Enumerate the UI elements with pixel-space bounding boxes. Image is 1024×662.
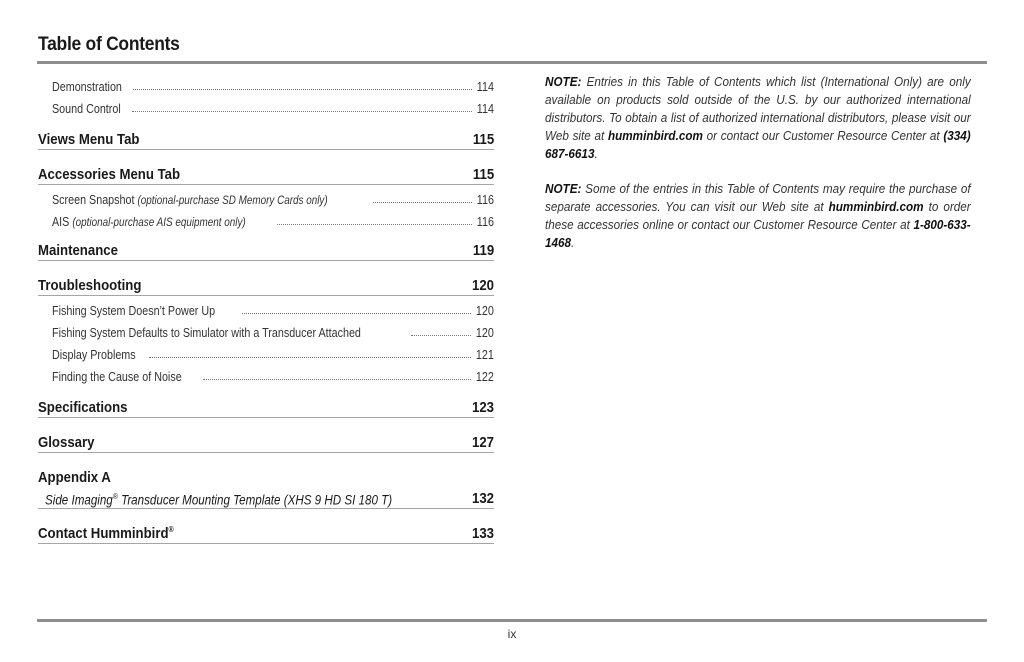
dot-leader — [242, 312, 471, 314]
dot-leader — [149, 356, 471, 358]
toc-section-specifications[interactable] — [38, 394, 494, 418]
toc-entry-noise[interactable] — [38, 362, 494, 384]
registered-mark: ® — [112, 491, 118, 501]
website-link[interactable]: humminbird.com — [828, 199, 924, 214]
toc-section-page: 120 — [471, 277, 494, 294]
toc-entry-demonstration[interactable] — [38, 72, 494, 94]
dot-leader — [277, 223, 472, 225]
toc-entry-label: Display Problems — [52, 348, 136, 362]
toc-entry-fishing-system-simulator[interactable] — [38, 318, 494, 340]
note-text: . — [594, 146, 598, 161]
registered-mark: ® — [168, 525, 174, 534]
toc-section-page: 115 — [472, 131, 494, 148]
dot-leader — [411, 334, 471, 336]
note-international — [545, 73, 971, 163]
toc-entry-label: AIS — [52, 215, 70, 229]
toc-section-troubleshooting[interactable] — [38, 272, 494, 296]
toc-section-maintenance[interactable] — [38, 237, 494, 261]
toc-entry-label: Fishing System Doesn’t Power Up — [52, 304, 216, 318]
note-text: or contact our Customer Resource Center at — [702, 128, 944, 143]
toc-entry-fishing-system-power[interactable] — [38, 296, 494, 318]
toc-entry-page: 114 — [476, 80, 494, 94]
toc-section-label: Glossary — [38, 434, 95, 451]
toc-entry-page: 116 — [476, 215, 494, 229]
toc-section-page: 119 — [472, 242, 494, 259]
toc-section-label: Troubleshooting — [38, 277, 142, 294]
phone-number: 1-800-633-1468 — [545, 217, 971, 250]
toc-entry-page: 116 — [476, 193, 494, 207]
phone-number: (334) 687-6613 — [545, 128, 971, 161]
toc-entry-label: Screen Snapshot — [52, 193, 135, 207]
toc-entry-note: (optional-purchase SD Memory Cards only) — [137, 195, 328, 207]
page-title: Table of Contents — [38, 34, 180, 55]
toc-section-contact-humminbird[interactable] — [38, 520, 494, 544]
note-text: Some of the entries in this Table of Contents may require the purchase of separate accessories. You can visit our Web site at — [545, 181, 971, 214]
toc-section-page: 127 — [471, 434, 494, 451]
note-text: to order these accessories online or contact our Customer Resource Center at — [545, 199, 971, 232]
toc-entry-sound-control[interactable] — [38, 94, 494, 116]
toc-section-label: Appendix A — [38, 469, 111, 486]
toc-entry-label: Fishing System Defaults to Simulator with a Transducer Attached — [52, 326, 361, 340]
dot-leader — [132, 110, 472, 112]
toc-section-label: Contact Humminbird — [38, 525, 169, 542]
dot-leader — [203, 378, 471, 380]
note-prefix: NOTE: — [545, 74, 582, 89]
dot-leader — [373, 201, 473, 203]
toc-entry-page: 121 — [476, 348, 494, 362]
toc-section-page: 133 — [471, 525, 494, 542]
note-accessories — [545, 180, 971, 252]
toc-section-accessories-menu-tab[interactable] — [38, 161, 494, 185]
toc-section-label: Accessories Menu Tab — [38, 166, 181, 183]
toc-entry-page: 114 — [476, 102, 494, 116]
toc-entry-page: 120 — [476, 304, 494, 318]
toc-entry-screen-snapshot[interactable] — [38, 185, 494, 207]
notes-panel — [545, 73, 971, 269]
dot-leader — [133, 88, 472, 90]
toc-entry-mounting-template[interactable] — [38, 487, 494, 509]
toc-section-page: 115 — [472, 166, 494, 183]
toc-section-views-menu-tab[interactable] — [38, 126, 494, 150]
toc-section-glossary[interactable] — [38, 429, 494, 453]
note-text: . — [571, 235, 575, 250]
toc-entry-label-rest: Transducer Mounting Template (XHS 9 HD SI 180 T) — [117, 492, 393, 507]
toc-section-appendix-a[interactable] — [38, 464, 494, 487]
note-text: Entries in this Table of Contents which list (International Only) are only available on products sold outside of the U.S. by our authorized international distributors. To obtain a list of authorized international distributors, please visit our Web site at — [545, 74, 971, 143]
website-link[interactable]: humminbird.com — [607, 128, 703, 143]
toc-entry-page: 120 — [476, 326, 494, 340]
table-of-contents — [38, 72, 494, 544]
toc-entry-label: Demonstration — [52, 80, 122, 94]
toc-section-label: Specifications — [38, 399, 128, 416]
toc-entry-page: 132 — [471, 490, 494, 507]
page-number: ix — [507, 627, 517, 641]
toc-entry-note: (optional-purchase AIS equipment only) — [72, 217, 246, 229]
toc-entry-ais[interactable] — [38, 207, 494, 229]
toc-entry-display-problems[interactable] — [38, 340, 494, 362]
toc-entry-label: Side Imaging — [45, 492, 113, 507]
footer-rule — [37, 619, 987, 622]
note-prefix: NOTE: — [545, 181, 582, 196]
toc-entry-label: Sound Control — [52, 102, 121, 116]
header-rule — [37, 61, 987, 64]
toc-section-page: 123 — [471, 399, 494, 416]
toc-section-label: Views Menu Tab — [38, 131, 140, 148]
toc-entry-label: Finding the Cause of Noise — [52, 370, 182, 384]
toc-section-label: Maintenance — [38, 242, 118, 259]
toc-entry-page: 122 — [476, 370, 494, 384]
